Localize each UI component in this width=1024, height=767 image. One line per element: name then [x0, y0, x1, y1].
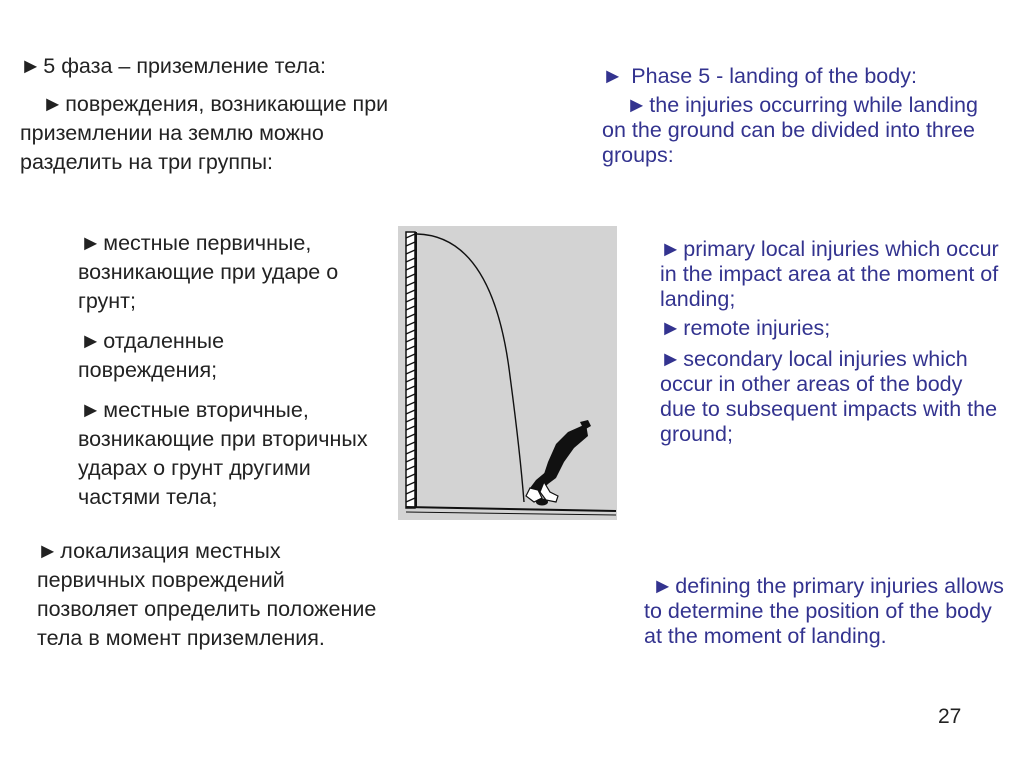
fall-trajectory-illustration: [398, 226, 617, 520]
ru-intro: ►повреждения, возникающие при приземлении на землю можно разделить на три группы:: [20, 92, 389, 174]
bullet-icon: ►: [37, 539, 59, 563]
ru-item-primary: ►местные первичные, возникающие при ударе о грунт;: [78, 231, 339, 313]
en-heading: ► Phase 5 - landing of the body:: [602, 64, 917, 88]
ru-item-remote: ►отдаленные повреждения;: [78, 329, 225, 382]
bullet-icon: ►: [602, 64, 624, 88]
bullet-icon: ►: [652, 574, 674, 598]
illustration-background: [398, 226, 617, 520]
bullet-icon: ►: [20, 54, 42, 78]
en-item-primary: ►primary local injuries which occur in the impact area at the moment of landing;: [660, 237, 999, 311]
ru-item-secondary: ►местные вторичные, возникающие при вторичных ударах о грунт другими частями тела;: [78, 398, 368, 509]
en-intro: ►the injuries occurring while landing on the ground can be divided into three groups:: [602, 93, 978, 167]
en-conclusion: ►defining the primary injuries allows to determine the position of the body at the moment of landing.: [644, 574, 1004, 648]
bullet-icon: ►: [660, 347, 682, 371]
bullet-icon: ►: [80, 329, 102, 353]
bullet-icon: ►: [42, 92, 64, 116]
bullet-icon: ►: [660, 316, 682, 340]
bullet-icon: ►: [660, 237, 682, 261]
ru-conclusion: ►локализация местных первичных повреждений позволяет определить положение тела в момент приземления.: [37, 539, 377, 650]
ru-heading: ►5 фаза – приземление тела:: [20, 54, 326, 78]
bullet-icon: ►: [80, 398, 102, 422]
page-number: 27: [938, 705, 962, 728]
en-item-secondary: ►secondary local injuries which occur in other areas of the body due to subsequent impacts with the ground;: [660, 347, 998, 446]
building-wall: [406, 232, 417, 508]
bullet-icon: ►: [80, 231, 102, 255]
en-item-remote: ►remote injuries;: [660, 316, 831, 340]
bullet-icon: ►: [626, 93, 648, 117]
